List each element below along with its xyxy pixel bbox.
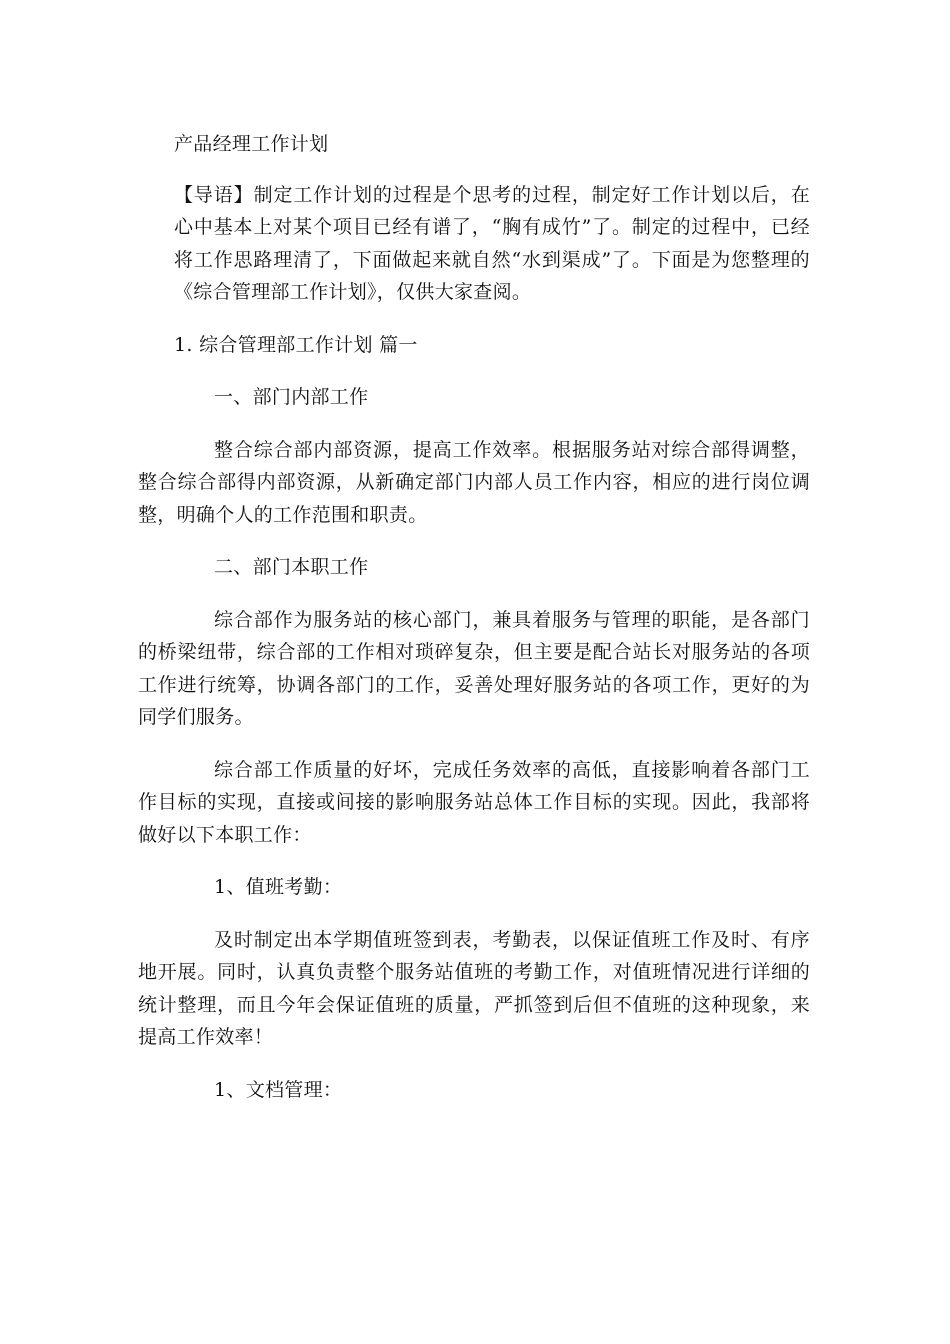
document-page [138,128,810,1126]
part1-body: 整合综合部内部资源，提高工作效率。根据服务站对综合部得调整，整合综合部得内部资源，从新确定部门内部人员工作内容，相应的进行岗位调整，明确个人的工作范围和职责。 [138,438,810,526]
item1-heading: 1、值班考勤： [214,876,343,898]
document-title: 产品经理工作计划 [174,133,329,155]
part2-heading: 二、部门本职工作 [214,556,369,578]
intro-paragraph: 【导语】制定工作计划的过程是个思考的过程，制定好工作计划以后，在心中基本上对某个项目已经有谱了，“胸有成竹”了。制定的过程中，已经将工作思路理清了，下面做起来就自然“水到渠成”了。下面是为您整理的《综合管理部工作计划》，仅供大家查阅。 [174,183,810,303]
part1-heading: 一、部门内部工作 [214,386,369,408]
item1-body: 及时制定出本学期值班签到表，考勤表，以保证值班工作及时、有序地开展。同时，认真负责整个服务站值班的考勤工作，对值班情况进行详细的统计整理，而且今年会保证值班的质量，严抓签到后但不值班的这种现象，来提高工作效率！ [138,928,810,1048]
section-heading: 1. 综合管理部工作计划 篇一 [174,333,418,356]
item2-heading: 1、文档管理： [214,1078,343,1101]
part2-body-paragraph-2: 综合部工作质量的好坏，完成任务效率的高低，直接影响着各部门工作目标的实现，直接或间接的影响服务站总体工作目标的实现。因此，我部将做好以下本职工作： [138,758,810,846]
part2-body-paragraph-1: 综合部作为服务站的核心部门，兼具着服务与管理的职能，是各部门的桥梁纽带，综合部的工作相对琐碎复杂，但主要是配合站长对服务站的各项工作进行统筹，协调各部门的工作，妥善处理好服务站的各项工作，更好的为同学们服务。 [138,608,810,728]
